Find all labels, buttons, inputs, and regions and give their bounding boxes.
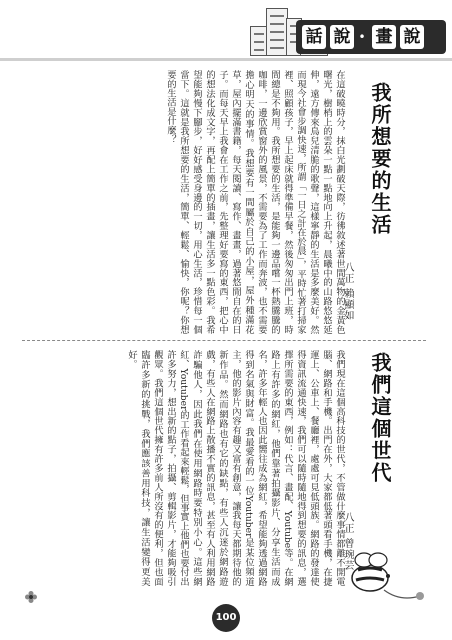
section-divider <box>22 340 426 341</box>
title-char-4: 說 <box>400 25 424 49</box>
page-number: 100 <box>212 604 240 632</box>
title-char-2: 說 <box>330 25 354 49</box>
article1-byline: 八正 賴顯如 <box>342 262 353 322</box>
title-char-1: 話 <box>302 25 326 49</box>
article2-title: 我們這個世代 <box>368 352 392 484</box>
title-dot: • <box>358 30 366 44</box>
flower-ornament-icon <box>24 590 38 604</box>
bee-illustration <box>340 540 430 610</box>
article2-body: 我們現在這個高科技的世代，不管做什麼事情都離不開電腦、網路和手機。出門在外，大家都低著頭看手機，在捷運上、公車上、餐廳裡，處處可見低頭族。網路的發達使得資訊流通快速，我們可以隨時隨地得到想要的訊息，選擇所需要的東西，例如：代言、畫配、Youtube等。在網路上有許多的網紅，他們靠著拍攝影片、分享生活而成名，許多年輕人也因此嚮往成為網紅，希望能夠透過網路得到名氣與財富。我最愛看的一位Youtuber是某位頻道主，他的影片內容有趣又富有創意，讓我每天都期待他的新作品。然而網路也有它的缺點，有些人沉迷於網路遊戲，有些人在網路上散播不實的訊息，甚至有人利用網路詐騙他人，因此我們在使用網路時要特別小心。這些網紅、Youtuber的工作看起來輕鬆，但事實上他們也要付出許多努力，想出新的點子，拍攝、剪輯影片，才能夠吸引觀眾。我們這個世代擁有許多前人所沒有的便利，但也面臨許多新的挑戰，我們應該善用科技，讓生活變得更美好。 <box>126 350 345 586</box>
article2-byline: 八正 曾琬芸 <box>342 512 353 572</box>
article1-title: 我所想要的生活 <box>368 82 392 236</box>
header-banner <box>0 0 452 60</box>
header-stripe <box>0 58 452 61</box>
title-char-3: 畫 <box>372 25 396 49</box>
article1-body: 在這破曉時分，抹白光劃破天際，彷彿敘述著世間萬物的金黃色曙光，樹梢上的雲朵一點一點地向上升起，晨曦中的山路悠悠延伸，遠方傳來鳥兒清脆的歌聲，這樣寧靜的生活是多麼美好。然而現今社會步調快速，所謂「一日之計在於晨」，平時忙著打掃家裡、照顧孩子，早上起床就得準備早餐，然後匆匆出門上班，時間總是不夠用。我所想要的生活，是能夠一邊品嚐一杯熱騰騰的咖啡，一邊欣賞窗外的風景，不需要為了工作而奔波，也不需要擔心明天的事情。我想要有一間屬於自己的小屋，屋外種滿花草，屋內擺滿書籍，每天閱讀、寫作、畫畫，過著悠閒自在的日子。而每天早上我會在工作之前，先整理好要寫的東西，把心中的想法化成文字，再配上簡單的插畫，讓生活多一點色彩。我希望能夠慢下腳步，好好感受身邊的一切，用心生活，珍惜每一個當下。這就是我所想要的生活，簡單、輕鬆、愉快，你呢？你想要的生活是什麼？ <box>165 70 345 334</box>
